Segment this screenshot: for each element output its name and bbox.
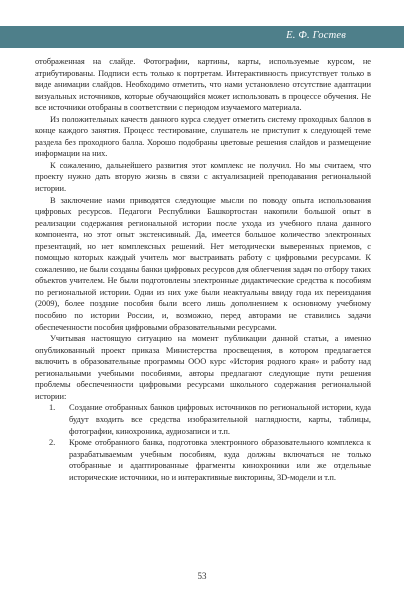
list-item-number: 2. (49, 437, 56, 448)
list-item-text: Создание отобранных банков цифровых источников по региональной истории, куда будут входить все средства изобразительной наглядности, карты, таблицы, фотографии, кинохроника, аудиозаписи и т.п. (69, 402, 371, 436)
paragraph-2: Из положительных качеств данного курса следует отметить систему проходных баллов в конце каждого занятия. Процесс тестирование, слушатель не приступит к следующей теме раздела без проходного балла. Хорошо подобраны цветовые решения слайдов и размещение информации на них. (35, 113, 371, 159)
paragraph-3: К сожалению, дальнейшего развития этот комплекс не получил. Но мы считаем, что проекту нужно дать вторую жизнь в связи с актуализацией преподавания региональной истории. (35, 159, 371, 194)
page-body (35, 56, 371, 483)
paragraph-4: В заключение нами приводятся следующие мысли по поводу опыта использования цифровых ресурсов. Педагоги Республики Башкортостан накопили большой опыт в реализации содержания региональной истории после ухода из учебного плана данного компонента, но этот опыт экстенсивный. Да, имеется большое количество электронных презентаций, но нет комплексных решений. Нет методически выверенных приемов, с помощью которых каждый учитель мог выстраивать работу с цифровыми ресурсами. К сожалению, не были созданы банки цифровых ресурсов для облегчения задач по отбору таких объектов учителем. Не были подготовлены электронные дидактические средства к пособиям по региональной истории. Одни из них уже были неактуальны ввиду года их переиздания (2009), более поздние пособия были всего лишь дополнением к основному учебному пособию по истории России, и, возможно, перед авторами не ставились задачи обеспеченности пособия цифровыми образовательными ресурсами. (35, 194, 372, 332)
page-number: 53 (197, 571, 207, 581)
paragraph-1: отображенная на слайде. Фотографии, картины, карты, используемые курсом, не атрибутированы. Подписи есть только к портретам. Интерактивность присутствует только в виде анимации слайдов. Необходимо отметить, что нами установлено отсутствие адаптации визуальных источников, которые обучающийся может использовать в процессе обучения. Не все источники отобраны в соответствии с периодом изучаемого материала. (35, 56, 371, 113)
list-item (35, 437, 371, 483)
numbered-list (35, 402, 371, 483)
list-item (35, 402, 371, 437)
running-title: Е. Ф. Гостев (286, 30, 346, 41)
list-item-text: Кроме отобранного банка, подготовка электронного образовательного комплекса к разрабатываемым учебным пособиям, куда должны включаться не только отобранные и адаптированные фрагменты кинохроники или же отдельные исторические источники, но и интерактивные викторины, 3D-модели и т.п. (69, 437, 371, 482)
running-header (0, 26, 404, 48)
paragraph-5: Учитывая настоящую ситуацию на момент публикации данной статьи, а именно опубликованный проект приказа Министерства просвещения, в котором предлагается включить в образовательные программы ООО курс «История родного края» и работу над региональными учебными пособиями, авторы предлагают следующие пути решения проблемы обеспеченности цифровыми ресурсами школьного содержания региональной истории: (35, 333, 371, 401)
list-item-number: 1. (49, 402, 56, 413)
